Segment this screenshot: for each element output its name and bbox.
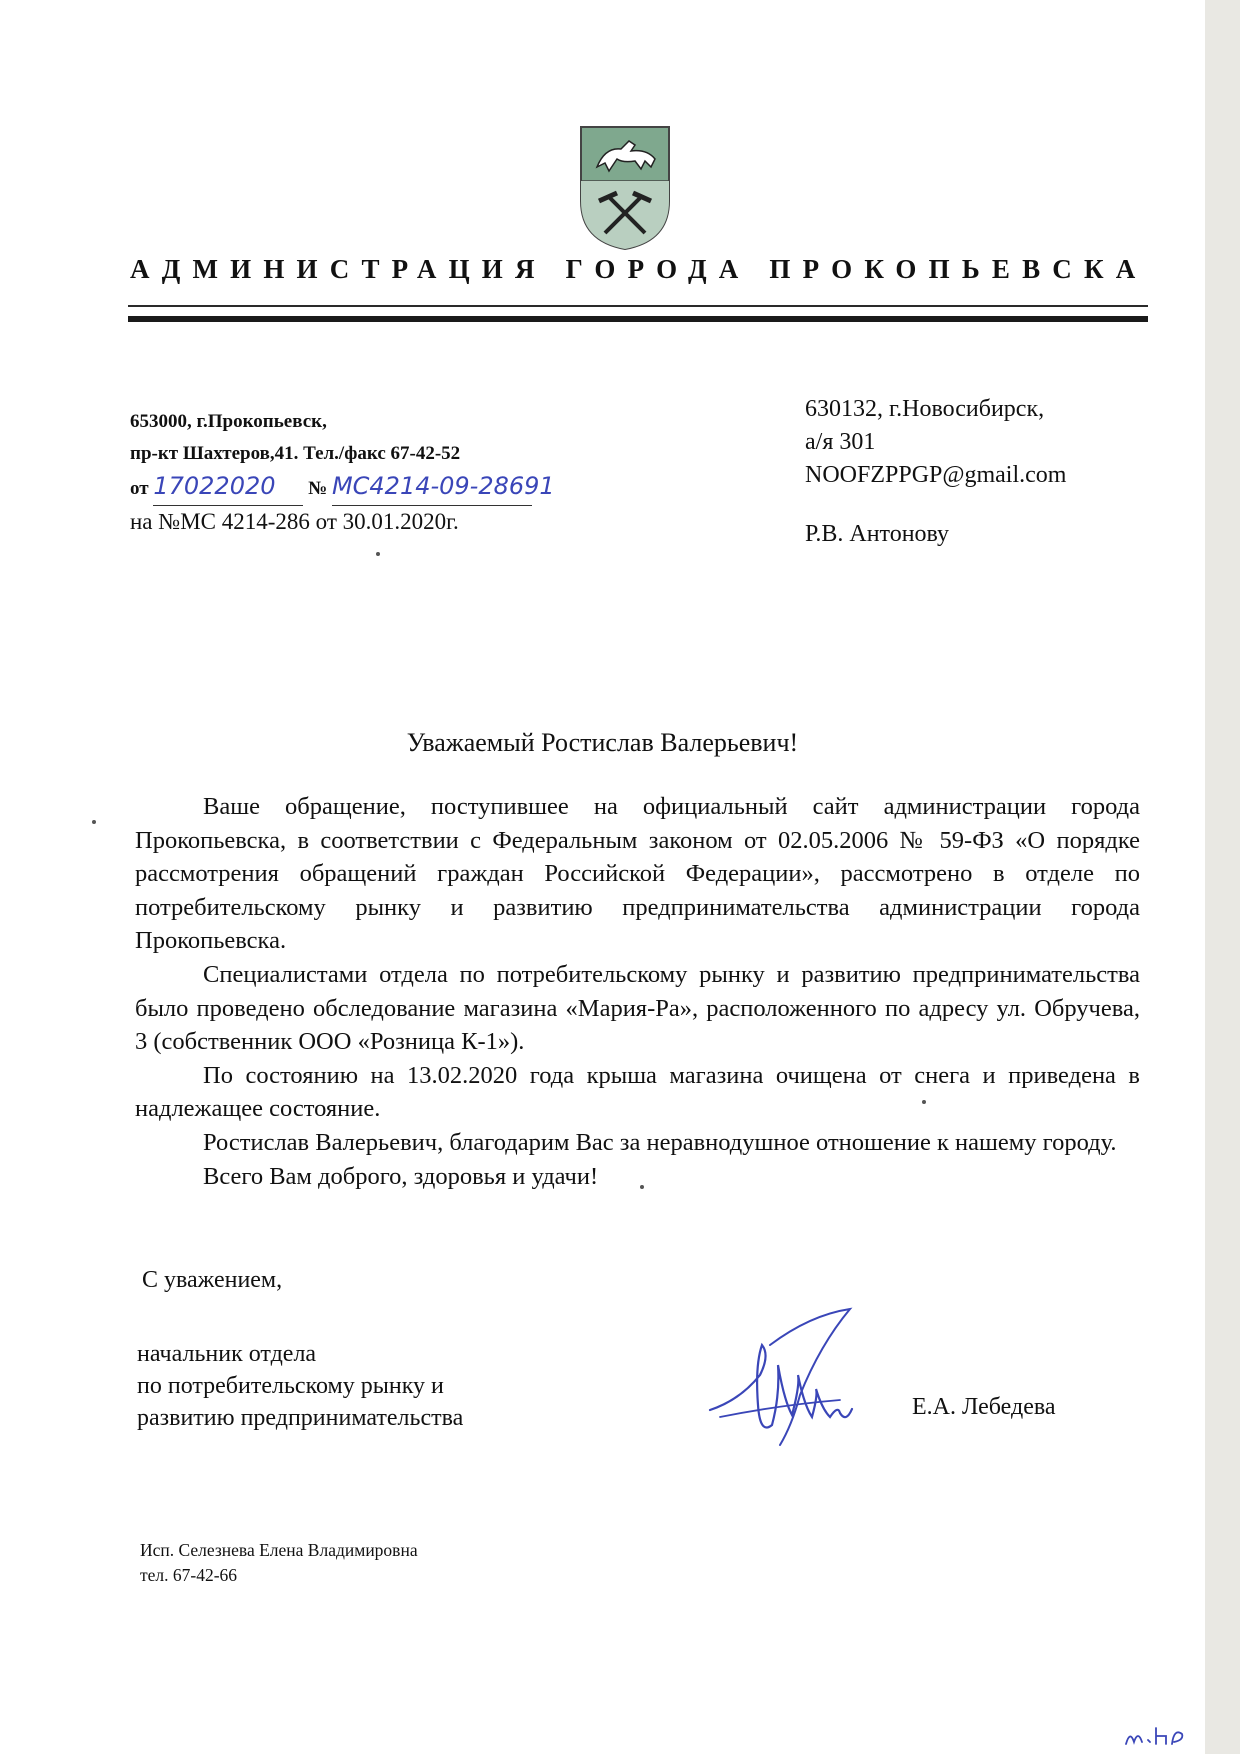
position-line3: развитию предпринимательства bbox=[137, 1405, 464, 1431]
position-line1: начальник отдела bbox=[137, 1341, 317, 1367]
executor-name: Исп. Селезнева Елена Владимировна bbox=[140, 1540, 418, 1560]
number-prefix: № bbox=[308, 478, 328, 499]
handwritten-signature bbox=[700, 1305, 880, 1465]
closing: С уважением, bbox=[142, 1267, 283, 1293]
recipient-address-line2: а/я 301 bbox=[805, 429, 876, 455]
signatory-position bbox=[137, 1338, 463, 1434]
recipient-address-line1: 630132, г.Новосибирск, bbox=[805, 396, 1045, 422]
header-rule-thin bbox=[128, 305, 1148, 307]
date-field bbox=[153, 470, 303, 506]
body-paragraph: По состоянию на 13.02.2020 года крыша магазина очищена от снега и приведена в надлежащее состояние. bbox=[135, 1061, 1140, 1123]
scan-speck bbox=[640, 1185, 644, 1189]
outgoing-registration-line bbox=[130, 470, 555, 506]
sender-block bbox=[130, 406, 555, 538]
handwritten-date: 17022020 bbox=[153, 472, 276, 500]
sender-address-line1: 653000, г.Прокопьевск, bbox=[130, 411, 327, 432]
reference-line: на №МС 4214-286 от 30.01.2020г. bbox=[130, 509, 459, 534]
greeting: Уважаемый Ростислав Валерьевич! bbox=[406, 728, 799, 757]
scan-speck bbox=[376, 552, 380, 556]
handwritten-number: МС4214-09-28691 bbox=[331, 472, 555, 500]
organization-title: АДМИНИСТРАЦИЯ ГОРОДА ПРОКОПЬЕВСКА bbox=[130, 254, 1148, 284]
header-rule-thick bbox=[128, 316, 1148, 322]
signatory-name: Е.А. Лебедева bbox=[912, 1394, 1056, 1420]
number-field bbox=[331, 470, 555, 506]
body-paragraph: Ваше обращение, поступившее на официальный сайт администрации города Прокопьевска, в соответствии с Федеральным законом от 02.05.2006 № 59-ФЗ «О порядке рассмотрения обращений граждан Российской Федерации», рассмотрено в отделе по потребительскому рынку и развитию предпринимательства администрации города Прокопьевска. bbox=[135, 793, 1140, 955]
recipient-email: NOOFZPPGP@gmail.com bbox=[805, 462, 1067, 488]
executor-block bbox=[140, 1538, 418, 1588]
handwritten-mark bbox=[1122, 1722, 1192, 1750]
sender-address-line2: пр-кт Шахтеров,41. Тел./факс 67-42-52 bbox=[130, 443, 461, 464]
scan-edge bbox=[1205, 0, 1240, 1754]
recipient-block bbox=[805, 393, 1066, 551]
body-paragraph: Всего Вам доброго, здоровья и удачи! bbox=[203, 1162, 599, 1190]
letter-body bbox=[135, 790, 1140, 1193]
position-line2: по потребительскому рынку и bbox=[137, 1373, 444, 1399]
body-paragraph: Специалистами отдела по потребительскому рынку и развитию предпринимательства было проведено обследование магазина «Мария-Ра», расположенного по адресу ул. Обручева, 3 (собственник ООО «Розница К-1»). bbox=[135, 960, 1140, 1056]
body-paragraph: Ростислав Валерьевич, благодарим Вас за неравнодушное отношение к нашему городу. bbox=[203, 1128, 1117, 1156]
scan-speck bbox=[92, 820, 96, 824]
scan-speck bbox=[922, 1100, 926, 1104]
executor-phone: тел. 67-42-66 bbox=[140, 1565, 238, 1585]
date-prefix: от bbox=[130, 478, 149, 499]
coat-of-arms-emblem bbox=[575, 123, 675, 253]
recipient-name: Р.В. Антонову bbox=[805, 521, 950, 547]
